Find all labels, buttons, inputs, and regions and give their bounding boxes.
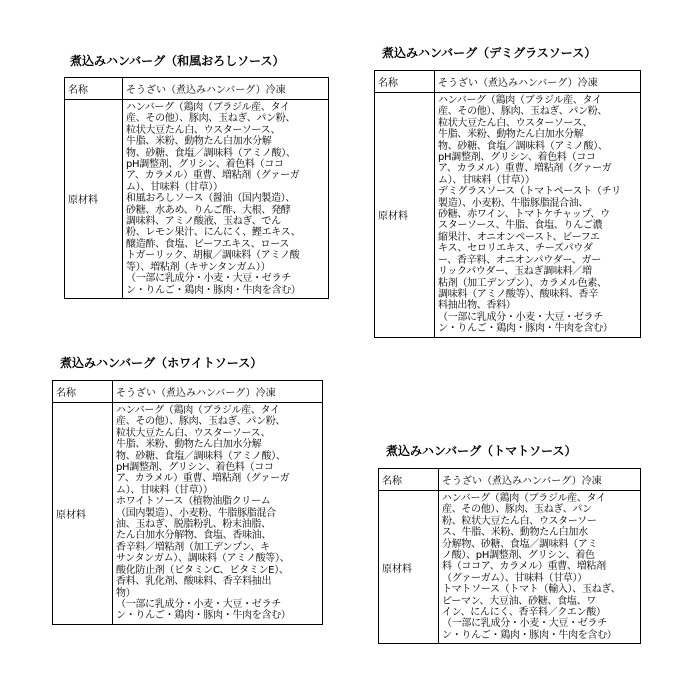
ingredients-cell: [435, 93, 641, 338]
panel-title: 煮込みハンバーグ（トマトソース）: [386, 444, 577, 458]
ingredients-row: [53, 403, 323, 625]
name-label: 名称: [65, 78, 123, 100]
label-table: [374, 70, 641, 338]
ingredients-label: 原材料: [53, 403, 113, 625]
name-label: 名称: [379, 469, 439, 491]
panel-title: 煮込みハンバーグ（デミグラスソース）: [382, 46, 597, 60]
label-table: [52, 380, 323, 625]
name-label: 名称: [53, 381, 113, 403]
panel-tomato-sauce: [378, 442, 641, 644]
name-value: そうざい（煮込みハンバーグ）冷凍: [435, 71, 641, 93]
ingredients-label: 原材料: [375, 93, 435, 338]
label-table: [378, 468, 641, 644]
name-row: [379, 469, 641, 491]
name-row: [375, 71, 641, 93]
ingredients-cell: [113, 403, 323, 625]
ingredients-cell: [439, 491, 641, 644]
ingredients-text: ハンバーグ（鶏肉（ブラジル産、タイ 産、その他）、豚肉、玉ねぎ、パン粉、 粒状大豆たん白、ウスターソース、 牛脂、米粉、動物たん白加水分解 物、砂糖、食塩／調味料（アミノ酸）、 pH調整剤、グリシン、着色料（ココ ア、カラメル）重曹、増粘剤（グァーガ ム）、甘味料（甘草）） 和風おろしソース（醤油（国内製造）、 砂糖、水あめ、りんご酢、大根、発酵 調味料、アミノ酸液、玉ねぎ、でん 粉、レモン果汁、にんにく、鰹エキス、 醸造酢、食塩、ビーフエキス、ロース トガーリック、胡椒／調味料（アミノ酸 等）、増粘剤（キサンタンガム）） （一部に乳成分・小麦・大豆・ゼラチ ン・りんご・鶏肉・豚肉・牛肉を含む）: [126, 102, 301, 296]
name-value: そうざい（煮込みハンバーグ）冷凍: [113, 381, 323, 403]
ingredients-text: ハンバーグ（鶏肉（ブラジル産、タイ 産、その他）、豚肉、玉ねぎ、パン粉、 粒状大豆たん白、ウスターソース、 牛脂、米粉、動物たん白加水分解 物、砂糖、食塩／調味料（アミノ酸）、 pH調整剤、グリシン、着色料（ココ ア、カラメル）重曹、増粘剤（グァーガ ム）、甘味料（甘草）） デミグラスソース（トマトペースト（チリ 製造）、小麦粉、牛脂豚脂混合油、 砂糖、赤ワイン、トマトケチャップ、ウ スターソース、牛脂、食塩、りんご濃 縮果汁、オニオンペースト、ビーフエ キス、セロリエキス、チーズパウダ ー、香辛料、オニオンパウダー、ガー リックパウダー、玉ねぎ調味料／増 粘剤（加工デンプン）、カラメル色素、 調味料（アミノ酸等）、酸味料、香辛 料抽出物、香料） （一部に乳成分・小麦・大豆・ゼラチ ン・りんご・鶏肉・豚肉・牛肉を含む）: [438, 95, 621, 335]
name-value: そうざい（煮込みハンバーグ）冷凍: [123, 78, 329, 100]
panel-wafu-oroshi: [64, 52, 329, 299]
ingredients-text: ハンバーグ（鶏肉（ブラジル産、タイ 産、その他）、豚肉、玉ねぎ、パン粉、 粒状大豆たん白、ウスターソース、 牛脂、米粉、動物たん白加水分解 物、砂糖、食塩／調味料（アミノ酸）、 pH調整剤、グリシン、着色料（ココ ア、カラメル）重曹、増粘剤（グァーガ ム）、甘味料（甘草）） ホワイトソース（植物油脂クリーム （国内製造）、小麦粉、牛脂豚脂混合 油、玉ねぎ、脱脂粉乳、粉末油脂、 たん白加水分解物、食塩、香味油、 香辛料／増粘剤（加工デンプン、キ サンタンガム）、調味料（アミノ酸等）、 酸化防止剤（ビタミンC、ビタミンE）、 香料、乳化剤、酸味料、香辛料抽出 物） （一部に乳成分・小麦・大豆・ゼラチ ン・りんご・鶏肉・豚肉・牛肉を含む）: [116, 405, 291, 622]
panel-demiglace: [374, 44, 641, 338]
ingredients-label: 原材料: [379, 491, 439, 644]
ingredients-row: [379, 491, 641, 644]
panel-white-sauce: [52, 354, 323, 625]
label-table: [64, 77, 329, 299]
panel-title: 煮込みハンバーグ（ホワイトソース）: [60, 356, 263, 370]
name-label: 名称: [375, 71, 435, 93]
ingredients-cell: [123, 100, 329, 299]
ingredients-row: [375, 93, 641, 338]
panel-title: 煮込みハンバーグ（和風おろしソース）: [70, 54, 285, 68]
ingredients-row: [65, 100, 329, 299]
name-row: [65, 78, 329, 100]
name-value: そうざい（煮込みハンバーグ）冷凍: [439, 469, 641, 491]
ingredients-text: ハンバーグ（鶏肉（ブラジル産、タイ 産、その他）、豚肉、玉ねぎ、パン 粉、粒状大豆たん白、ウスターソー ス、牛脂、米粉、動物たん白加水 分解物、砂糖、食塩／調味料（アミ ノ酸）、pH調整剤、グリシン、着色 料（ココア、カラメル）重曹、増粘剤 （グァーガム）、甘味料（甘草）） トマトソース（トマト（輸入）、玉ねぎ、 ピーマン、大豆油、砂糖、食塩、ワ イン、にんにく、香辛料／クエン酸） （一部に乳成分・小麦・大豆・ゼラチ ン・りんご・鶏肉・豚肉・牛肉を含む）: [442, 493, 621, 641]
ingredients-label: 原材料: [65, 100, 123, 299]
name-row: [53, 381, 323, 403]
